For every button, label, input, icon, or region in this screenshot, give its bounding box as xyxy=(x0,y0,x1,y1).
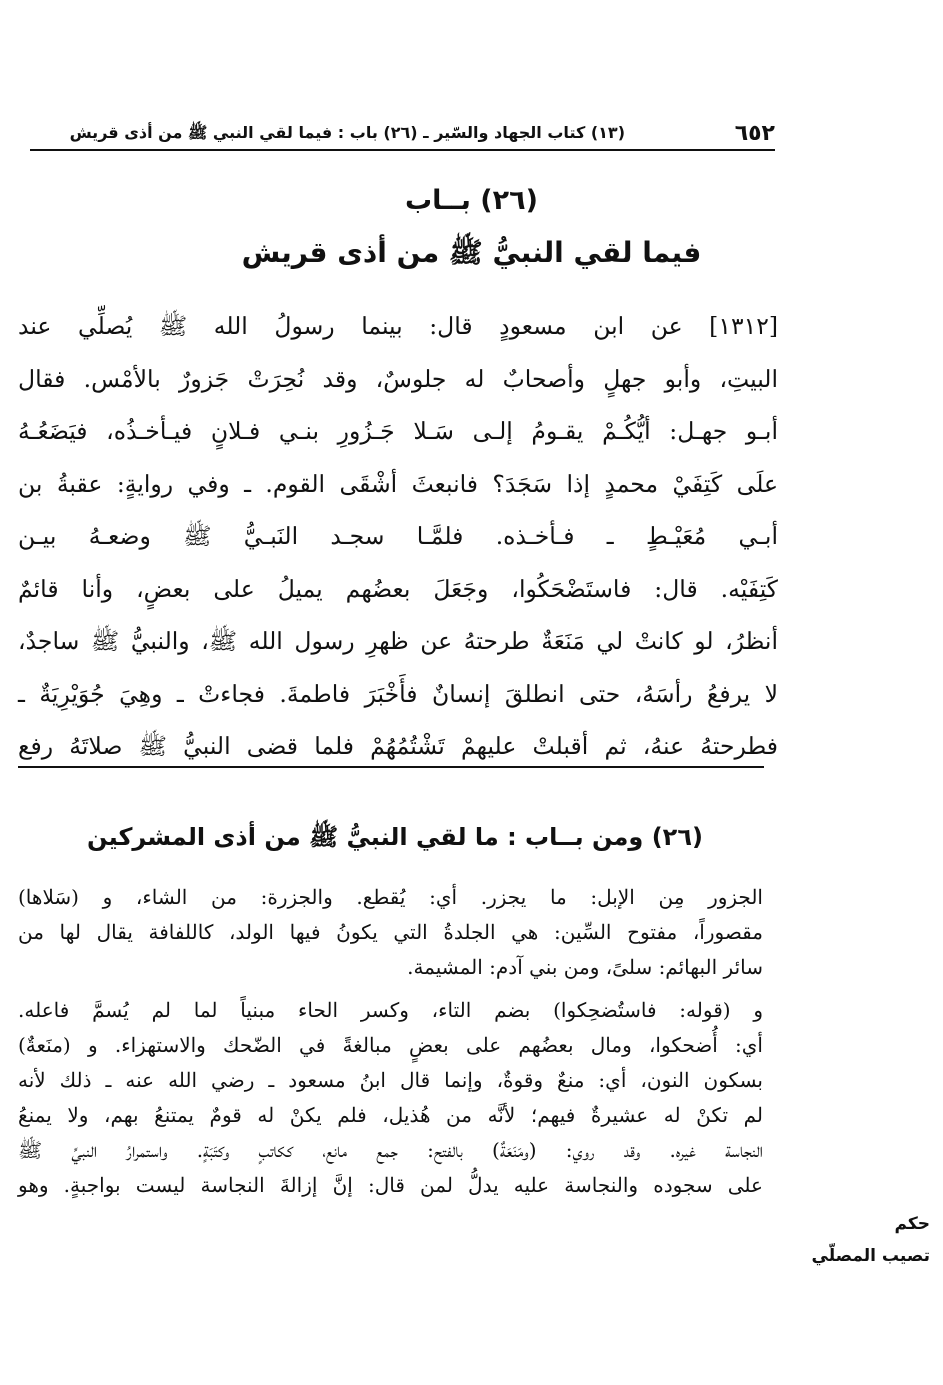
hadith-line: علَى كَتِفَيْ محمدٍ إذا سَجَدَ؟ فانبعثَ أشْقَى القوم. ـ وفي روايةٍ: عقبةُ بن xyxy=(18,469,778,498)
separator-line xyxy=(18,766,764,768)
margin-note xyxy=(770,1208,930,1272)
commentary-line: سائر البهائم: سلىً، ومن بني آدم: المشيمة. xyxy=(407,955,763,979)
commentary-line: النجاسة غيره. وقد روي: (ومَنَعَةٌ) بالفتح: جمع مانع، ككاتبٍ وكتَبَةٍ. واستمرارُ النبيِّ ﷺ xyxy=(18,1138,763,1162)
chapter-number: (٢٦) بــاب xyxy=(405,185,538,216)
margin-note-line: تصيب المصلّي xyxy=(811,1246,930,1266)
commentary-line: و (قوله: فاستُضحِكوا) بضم التاء، وكسر الحاء مبنياً لما لم يُسمَّ فاعله. xyxy=(18,998,763,1022)
commentary-line: بسكون النون، أي: منعٌ وقوةٌ، وإنما قال ابنُ مسعود ـ رضي الله عنه ـ ذلك لأنه xyxy=(18,1068,763,1092)
hadith-line: البيتِ، وأبو جهلٍ وأصحابٌ له جلوسٌ، وقد نُحِرَتْ جَزورٌ بالأمْس. فقال xyxy=(18,364,778,393)
hadith-line: [١٣١٢] عن ابن مسعودٍ قال: بينما رسولُ الله ﷺ يُصلِّي عند xyxy=(18,312,778,340)
hadith-line: كَتِفَيْه. قال: فاستَضْحَكُوا، وجَعَلَ بعضُهم يميلُ على بعضٍ، وأنا قائمٌ xyxy=(18,574,778,603)
paragraph-gap xyxy=(18,985,763,993)
commentary-line: الجزور مِن الإبل: ما يجزر. أي: يُقطع. والجزرة: من الشاء، و (سَلاها) xyxy=(18,885,763,909)
commentary-line: لم تكنْ له عشيرةٌ فيهم؛ لأنَّه من هُذيل، فلم يكنْ له قومٌ يمتنعُ بهم، ولا يمنعُ xyxy=(18,1103,763,1127)
commentary-line: أي: أُضحكوا، ومال بعضُهم على بعضٍ مبالغةً في الضّحك والاستهزاء. و (منَعةٌ) xyxy=(18,1033,763,1057)
commentary-title: (٢٦) ومن بــاب : ما لقي النبيُّ ﷺ من أذى المشركين xyxy=(87,823,703,851)
running-head: (١٣) كتاب الجهاد والسّير ـ (٢٦) باب : فيما لقي النبي ﷺ من أذى قريش xyxy=(69,123,625,142)
margin-note-line: حكم xyxy=(894,1214,930,1234)
commentary-line: على سجوده والنجاسة عليه يدلُّ لمن قال: إنَّ إزالةَ النجاسة ليست بواجبةٍ. وهو xyxy=(18,1173,763,1197)
hadith-line: أبـو جهـل: أيُّكُـمْ يقـومُ إلـى سَـلا جَـزُورِ بنـي فـلانٍ فيـأخـذُه، فيَضَعُـهُ xyxy=(18,417,778,445)
page-header xyxy=(30,115,775,151)
hadith-line: أنظرُ، لو كانتْ لي مَنَعَةٌ طرحتهُ عن ظهرِ رسول الله ﷺ، والنبيُّ ﷺ ساجدٌ، xyxy=(18,627,778,655)
hadith-line: أبـي مُعَيْـطٍ ـ فـأخـذه. فلمَّـا سجـد النَبـيُّ ﷺ وضعـهُ بيـن xyxy=(18,522,778,550)
commentary-text xyxy=(18,880,763,1203)
page-number: ٦٥٢ xyxy=(734,121,775,146)
commentary-line: مقصوراً، مفتوح السِّين: هي الجلدةُ التي يكونُ فيها الولد، كاللفافة يقال لها من xyxy=(18,920,763,944)
hadith-line: لا يرفعُ رأسَهُ، حتى انطلقَ إنسانٌ فأَخْبَرَ فاطمةَ. فجاءتْ ـ وهِيَ جُوَيْرِيَةٌ ـ xyxy=(18,679,778,708)
chapter-title: فيما لقي النبيُّ ﷺ من أذى قريش xyxy=(241,236,702,269)
hadith-line: فطرحتهُ عنهُ، ثم أقبلتْ عليهمْ تَشْتُمُهُمْ فلما قضى النبيُّ ﷺ صلاتَهُ رفع xyxy=(18,732,778,760)
hadith-text xyxy=(18,300,778,773)
